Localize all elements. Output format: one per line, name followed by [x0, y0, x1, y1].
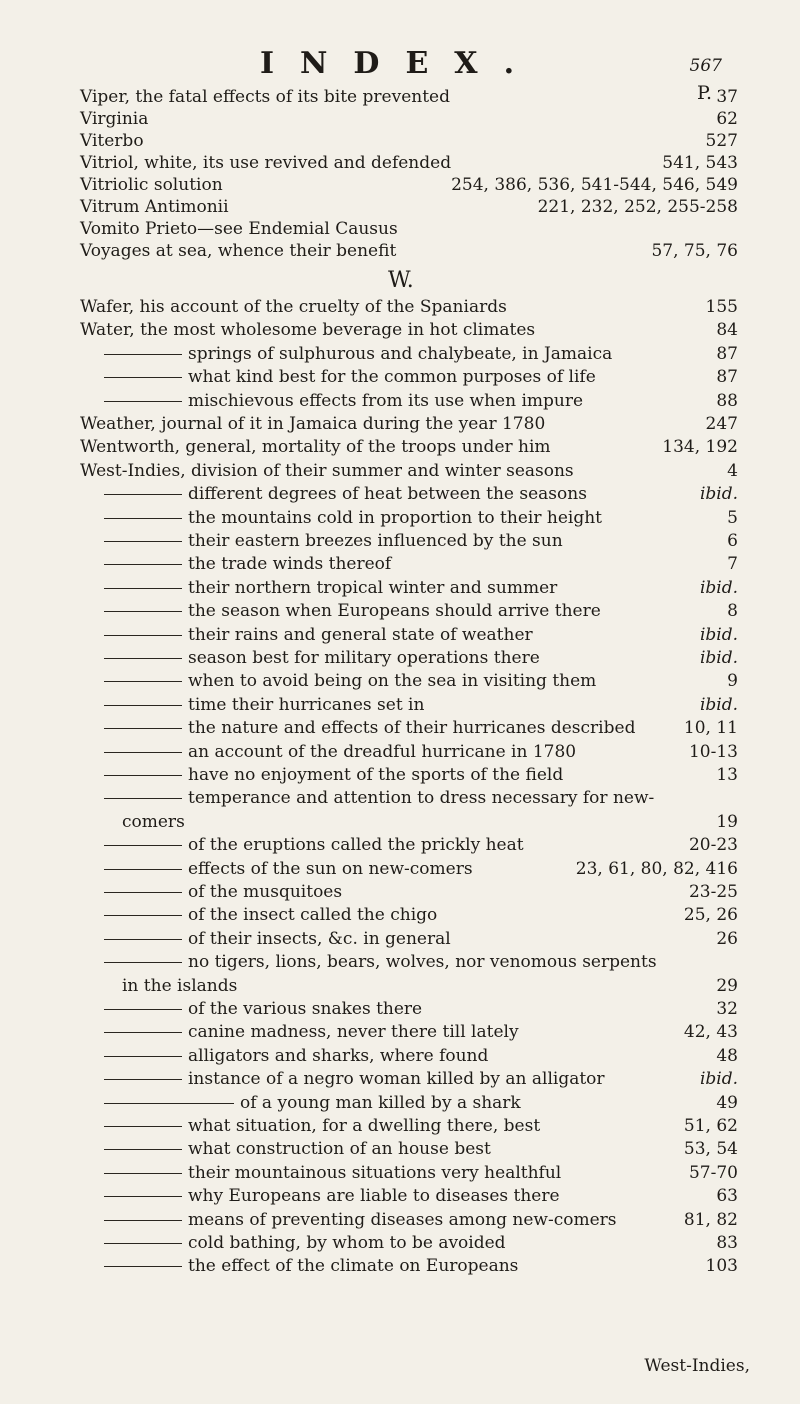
entry-text: the mountains cold in proportion to their height — [188, 507, 602, 528]
ditto-rule — [104, 611, 182, 612]
entry-text: effects of the sun on new-comers — [188, 858, 473, 879]
index-entry — [0, 390, 800, 412]
ditto-rule — [104, 377, 182, 378]
index-entry — [0, 577, 800, 599]
ditto-rule — [104, 869, 182, 870]
index-entry — [0, 218, 800, 240]
index-entry — [0, 1255, 800, 1277]
index-entry — [0, 130, 800, 152]
ditto-rule — [104, 518, 182, 519]
entry-text: instance of a negro woman killed by an alligator — [188, 1069, 605, 1090]
ditto-rule — [104, 1196, 182, 1197]
entry-pages: 32 — [716, 999, 738, 1019]
index-entry — [0, 647, 800, 669]
entry-text: the trade winds thereof — [188, 554, 392, 575]
entry-pages: 23, 61, 80, 82, 416 — [575, 858, 738, 879]
entry-pages: 155 — [705, 297, 738, 317]
entry-pages: 53, 54 — [683, 1139, 738, 1160]
entry-text: Vitrum Antimonii — [80, 197, 229, 217]
ditto-rule — [104, 798, 182, 799]
entry-pages: 62 — [716, 109, 738, 129]
entry-pages: 87 — [716, 367, 738, 388]
entry-pages: 6 — [727, 531, 738, 551]
ditto-rule — [104, 541, 182, 542]
ditto-rule — [104, 401, 182, 402]
entry-text: no tigers, lions, bears, wolves, nor venomous serpents — [188, 952, 657, 973]
ditto-rule — [104, 775, 182, 776]
entry-text: springs of sulphurous and chalybeate, in Jamaica — [188, 343, 613, 364]
ditto-rule — [104, 915, 182, 916]
index-entry — [0, 998, 800, 1020]
entry-pages: 221, 232, 252, 255-258 — [537, 197, 738, 217]
entry-text: what construction of an house best — [188, 1139, 491, 1160]
entry-text: the nature and effects of their hurricanes described — [188, 718, 636, 739]
entry-pages: 254, 386, 536, 541-544, 546, 549 — [451, 175, 738, 195]
entry-pages: 83 — [716, 1233, 738, 1253]
entry-text: Wentworth, general, mortality of the troops under him — [80, 437, 551, 458]
index-entry — [0, 553, 800, 575]
entry-text: an account of the dreadful hurricane in 1780 — [188, 741, 577, 762]
entry-text: Viper, the fatal effects of its bite prevented — [80, 87, 450, 107]
entry-pages: 63 — [716, 1186, 738, 1207]
entry-text: Viterbo — [80, 131, 144, 151]
entry-text: their eastern breezes influenced by the sun — [188, 531, 563, 551]
entry-text: alligators and sharks, where found — [188, 1045, 489, 1066]
entry-text: time their hurricanes set in — [188, 694, 425, 715]
ditto-rule — [104, 494, 182, 495]
entry-text: West-Indies, division of their summer and winter seasons — [80, 460, 574, 481]
entry-text: of the eruptions called the prickly heat — [188, 835, 524, 856]
index-entry — [0, 483, 800, 505]
index-entry — [0, 1185, 800, 1207]
entry-pages: ibid. — [699, 577, 738, 598]
index-entry — [0, 343, 800, 365]
entry-pages: 4 — [727, 460, 738, 481]
entry-pages: 103 — [705, 1256, 738, 1277]
index-entry — [0, 86, 800, 108]
entry-pages: 13 — [716, 765, 738, 785]
ditto-rule — [104, 564, 182, 565]
entry-pages: ibid. — [699, 694, 738, 715]
entry-text: of the insect called the chigo — [188, 905, 438, 926]
index-entry — [0, 366, 800, 388]
index-entry — [0, 834, 800, 856]
entry-text: Weather, journal of it in Jamaica during the year 1780 — [80, 414, 546, 434]
index-entry — [0, 951, 800, 973]
entry-text: when to avoid being on the sea in visiting them — [188, 671, 597, 692]
index-entry — [0, 975, 800, 997]
entry-text: of the various snakes there — [188, 999, 423, 1019]
index-entry — [0, 1209, 800, 1231]
entry-text: different degrees of heat between the seasons — [188, 484, 587, 505]
entry-text: their rains and general state of weather — [188, 624, 533, 645]
page-number: 567 — [689, 56, 722, 76]
ditto-rule — [104, 705, 182, 706]
entry-text: means of preventing diseases among new-comers — [188, 1209, 617, 1230]
entry-pages: ibid. — [699, 648, 738, 668]
entry-text: the season when Europeans should arrive there — [188, 601, 601, 622]
entry-text: Virginia — [80, 109, 149, 129]
entry-pages: 26 — [716, 928, 738, 949]
pages-column-label: P. — [697, 82, 712, 104]
entry-pages: 527 — [705, 131, 738, 151]
index-entry — [0, 764, 800, 786]
entry-pages: 9 — [727, 671, 738, 692]
ditto-rule — [104, 1079, 182, 1080]
ditto-rule — [104, 1149, 182, 1150]
entry-text: of their insects, &c. in general — [188, 928, 451, 949]
ditto-rule — [104, 1103, 234, 1104]
ditto-rule — [104, 1220, 182, 1221]
ditto-rule — [104, 1126, 182, 1127]
index-entry — [0, 741, 800, 763]
index-entry — [0, 600, 800, 622]
index-entry — [0, 530, 800, 552]
running-title: INDEX. — [259, 46, 541, 81]
entry-text: of a young man killed by a shark — [240, 1092, 521, 1113]
index-entry — [0, 460, 800, 482]
entry-pages: 57-70 — [688, 1162, 738, 1183]
index-entry — [0, 670, 800, 692]
entry-text: canine madness, never there till lately — [188, 1022, 519, 1043]
entry-text: Vitriol, white, its use revived and defended — [80, 153, 452, 173]
ditto-rule — [104, 354, 182, 355]
ditto-rule — [104, 1009, 182, 1010]
entry-pages: 134, 192 — [662, 437, 738, 458]
index-entry — [0, 928, 800, 950]
entry-pages: 5 — [727, 507, 738, 528]
entry-pages: 81, 82 — [683, 1209, 738, 1230]
index-entry — [0, 624, 800, 646]
index-entry — [0, 1021, 800, 1043]
index-entry — [0, 1068, 800, 1090]
entry-text: cold bathing, by whom to be avoided — [188, 1233, 506, 1253]
index-entry — [0, 1232, 800, 1254]
index-entry — [0, 240, 800, 262]
index-entry — [0, 174, 800, 196]
entry-pages: ibid. — [699, 1069, 738, 1090]
entry-pages: 87 — [716, 343, 738, 364]
index-entry — [0, 904, 800, 926]
index-entry — [0, 1092, 800, 1114]
entry-text: Water, the most wholesome beverage in hot climates — [80, 320, 536, 341]
ditto-rule — [104, 1243, 182, 1244]
index-entry — [0, 1045, 800, 1067]
entry-pages: ibid. — [699, 624, 738, 645]
entry-pages: 57, 75, 76 — [651, 241, 738, 261]
ditto-rule — [104, 681, 182, 682]
ditto-rule — [104, 1056, 182, 1057]
entry-text: what kind best for the common purposes of life — [188, 367, 596, 388]
entry-pages: 25, 26 — [683, 905, 738, 926]
entry-text: why Europeans are liable to diseases there — [188, 1186, 560, 1207]
entry-text: their mountainous situations very healthful — [188, 1162, 562, 1183]
entry-text: in the islands — [122, 975, 238, 996]
entry-text: the effect of the climate on Europeans — [188, 1256, 519, 1277]
entry-pages: 84 — [716, 320, 738, 341]
ditto-rule — [104, 728, 182, 729]
entry-pages: 10, 11 — [683, 718, 738, 739]
ditto-rule — [104, 635, 182, 636]
index-entry — [0, 694, 800, 716]
entry-pages: 20-23 — [688, 835, 738, 856]
entry-text: Vitriolic solution — [80, 175, 223, 195]
entry-pages: 88 — [716, 390, 738, 411]
index-entry — [0, 881, 800, 903]
entry-text: what situation, for a dwelling there, best — [188, 1116, 541, 1136]
entry-text: comers — [122, 811, 185, 832]
index-entry — [0, 296, 800, 318]
entry-text: season best for military operations there — [188, 648, 540, 668]
entry-pages: 51, 62 — [683, 1116, 738, 1136]
ditto-rule — [104, 892, 182, 893]
index-entry — [0, 717, 800, 739]
index-entry — [0, 413, 800, 435]
ditto-rule — [104, 962, 182, 963]
entry-pages: 48 — [716, 1045, 738, 1066]
index-entry — [0, 319, 800, 341]
entry-text: temperance and attention to dress necessary for new- — [188, 788, 655, 809]
entry-pages: 7 — [727, 554, 738, 575]
entry-pages: 49 — [716, 1092, 738, 1113]
entry-text: have no enjoyment of the sports of the field — [188, 765, 564, 785]
index-entry — [0, 811, 800, 833]
entry-text: Voyages at sea, whence their benefit — [80, 241, 397, 261]
entry-pages: 42, 43 — [683, 1022, 738, 1043]
entry-text: their northern tropical winter and summer — [188, 577, 558, 598]
ditto-rule — [104, 588, 182, 589]
entry-pages: ibid. — [699, 484, 738, 505]
index-entry — [0, 1162, 800, 1184]
ditto-rule — [104, 1173, 182, 1174]
section-letter-w: W. — [388, 268, 414, 293]
ditto-rule — [104, 845, 182, 846]
catchword: West-Indies, — [644, 1356, 750, 1376]
index-entry — [0, 436, 800, 458]
entry-pages: 541, 543 — [662, 153, 738, 173]
entry-pages: 19 — [716, 811, 738, 832]
entry-text: of the musquitoes — [188, 882, 343, 902]
entry-text: Wafer, his account of the cruelty of the Spaniards — [80, 297, 507, 317]
ditto-rule — [104, 939, 182, 940]
entry-pages: 23-25 — [688, 882, 738, 902]
ditto-rule — [104, 1032, 182, 1033]
entry-pages: 29 — [716, 975, 738, 996]
index-entry — [0, 1138, 800, 1160]
entry-pages: 247 — [705, 414, 738, 434]
index-entry — [0, 152, 800, 174]
index-entry — [0, 196, 800, 218]
ditto-rule — [104, 658, 182, 659]
entry-pages: 10-13 — [688, 741, 738, 762]
entry-text: Vomito Prieto—see Endemial Causus — [80, 219, 398, 239]
entry-text: mischievous effects from its use when impure — [188, 390, 584, 411]
index-entry — [0, 1115, 800, 1137]
index-entry — [0, 108, 800, 130]
index-entry — [0, 787, 800, 809]
index-entry — [0, 507, 800, 529]
index-entry — [0, 858, 800, 880]
ditto-rule — [104, 1266, 182, 1267]
ditto-rule — [104, 752, 182, 753]
entry-pages: 8 — [727, 601, 738, 622]
entry-pages: 37 — [716, 87, 738, 107]
